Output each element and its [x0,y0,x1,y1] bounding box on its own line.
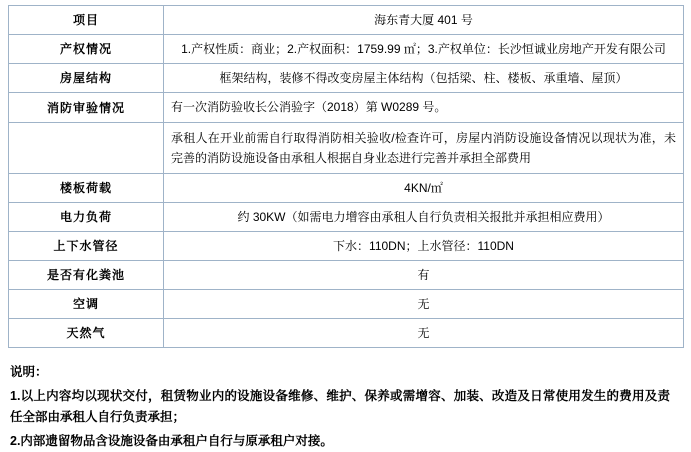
notes-title: 说明： [10,365,48,379]
row-label: 楼板荷载 [9,174,164,203]
table-row [9,174,684,203]
row-label: 上下水管径 [9,232,164,261]
table-row [9,35,684,64]
row-value: 框架结构，装修不得改变房屋主体结构（包括梁、柱、楼板、承重墙、屋顶） [164,64,684,93]
row-value: 承租人在开业前需自行取得消防相关验收/检查许可，房屋内消防设施设备情况以现状为准，未完善的消防设施设备由承租人根据自身业态进行完善并承担全部费用 [164,123,684,174]
row-label: 房屋结构 [9,64,164,93]
row-label: 项目 [9,6,164,35]
row-label: 产权情况 [9,35,164,64]
row-value: 无 [164,290,684,319]
table-row [9,6,684,35]
note-item: 2.内部遗留物品含设施设备由承租户自行与原承租户对接。 [10,434,333,448]
row-label: 电力负荷 [9,203,164,232]
row-value: 无 [164,319,684,348]
table-row [9,261,684,290]
table-row [9,232,684,261]
table-row [9,123,684,174]
row-value: 约 30KW（如需电力增容由承租人自行负责相关报批并承担相应费用） [164,203,684,232]
row-label: 消防审验情况 [9,93,164,123]
table-row [9,319,684,348]
property-spec-table-body [9,6,684,348]
note-item: 1.以上内容均以现状交付，租赁物业内的设施设备维修、维护、保养或需增容、加装、改造及日常使用发生的费用及责任全部由承租人自行负责承担； [10,389,670,424]
row-value: 有一次消防验收长公消验字（2018）第 W0289 号。 [164,93,684,123]
property-spec-table [8,5,684,348]
notes-section [10,362,670,452]
row-value: 1.产权性质：商业；2.产权面积：1759.99 ㎡；3.产权单位：长沙恒诚业房地产开发有限公司 [164,35,684,64]
document-page [0,5,691,448]
row-value: 海东青大厦 401 号 [164,6,684,35]
row-value: 4KN/㎡ [164,174,684,203]
table-row [9,93,684,123]
table-row [9,64,684,93]
row-label: 空调 [9,290,164,319]
row-value: 有 [164,261,684,290]
row-label [9,123,164,174]
table-row [9,203,684,232]
row-label: 天然气 [9,319,164,348]
table-row [9,290,684,319]
row-label: 是否有化粪池 [9,261,164,290]
row-value: 下水：110DN；上水管径：110DN [164,232,684,261]
